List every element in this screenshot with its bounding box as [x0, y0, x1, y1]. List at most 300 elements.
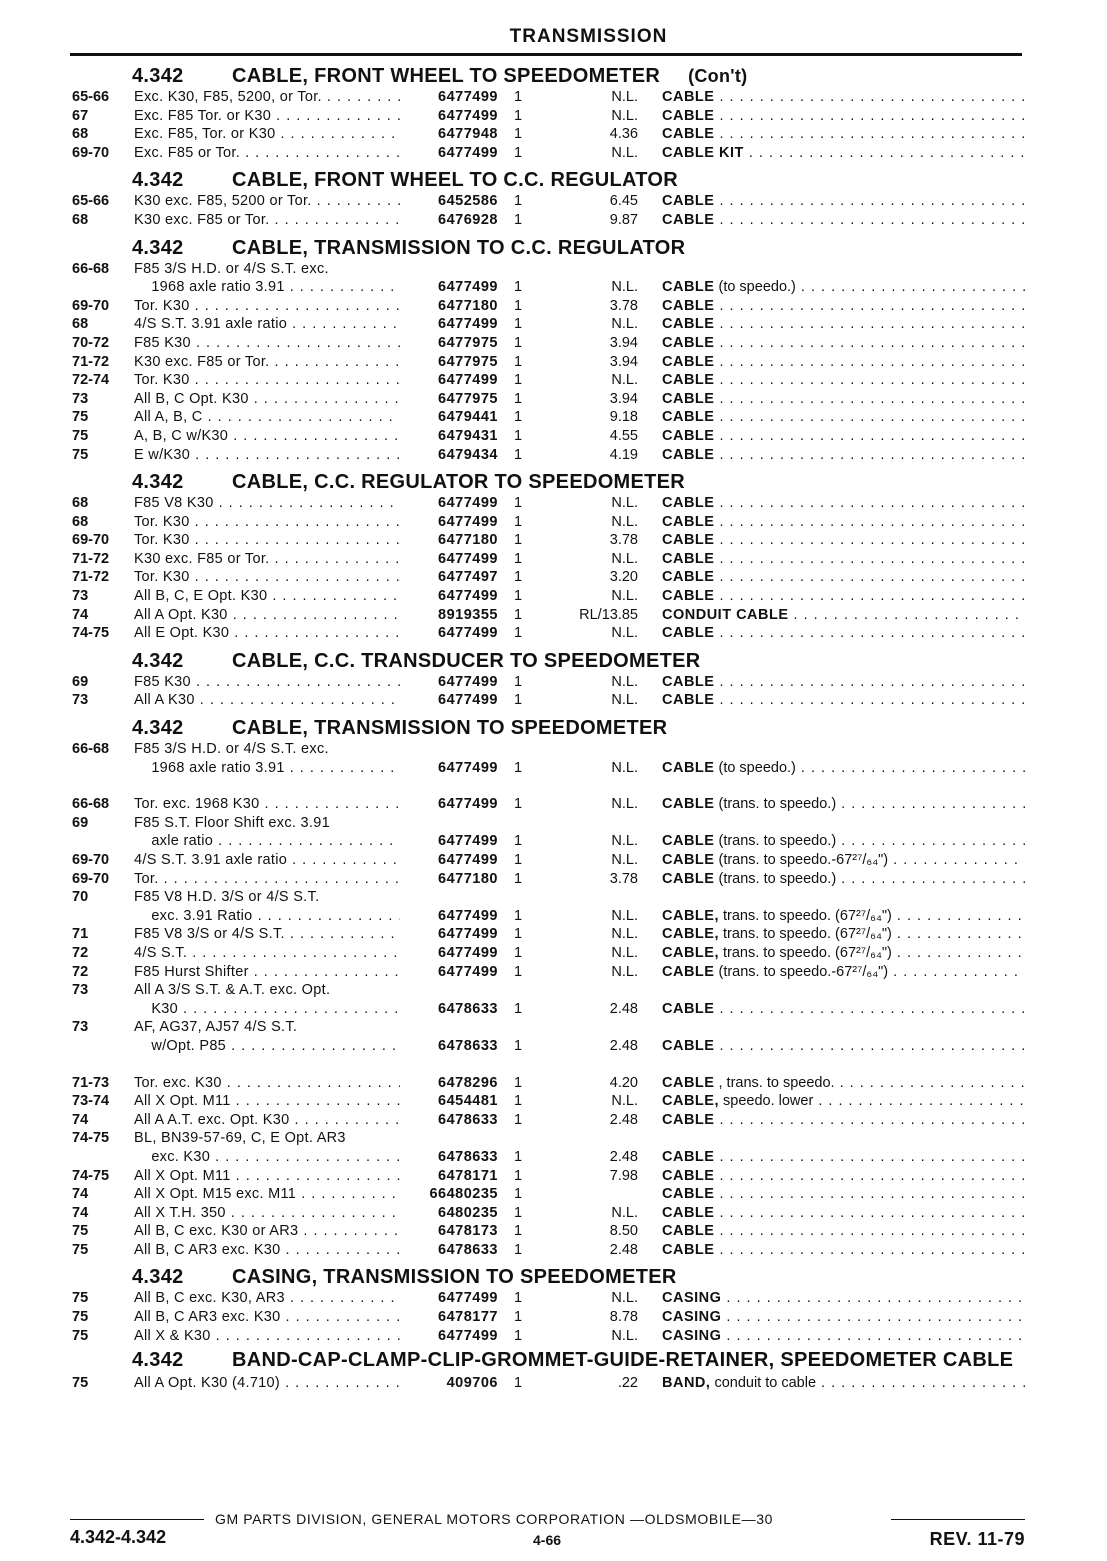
- row-part-note: (trans. to speedo.-67²⁷/₆₄"): [718, 852, 889, 868]
- row-application: [134, 1308, 400, 1327]
- row-application-text: A, B, C w/K30: [134, 427, 229, 444]
- row-application: [134, 963, 400, 982]
- row-years: 68: [72, 513, 89, 530]
- parts-section: [70, 716, 1025, 1259]
- row-part-number: 6477499: [438, 279, 498, 296]
- row-application-text: Tor. K30: [134, 372, 190, 389]
- row-part-note: trans. to speedo. (67²⁷/₆₄"): [723, 944, 892, 961]
- row-price: 7.98: [609, 1167, 638, 1184]
- row-application: [134, 192, 400, 211]
- row-price: [538, 888, 638, 907]
- row-part-number: 6479441: [438, 409, 498, 426]
- table-row: [70, 125, 1025, 144]
- row-years: 68: [72, 316, 89, 333]
- table-row: [70, 334, 1025, 353]
- row-part-number: 6476928: [438, 211, 498, 228]
- row-part-name-text: CABLE: [662, 1000, 715, 1017]
- table-row: [70, 297, 1025, 316]
- row-quantity: 1: [513, 211, 523, 228]
- row-part-name-text: CABLE: [662, 625, 715, 642]
- row-application-text: exc. K30: [134, 1148, 211, 1165]
- section-code: 4.342: [132, 169, 184, 192]
- table-row: [70, 907, 1025, 926]
- row-price: RL/13.85: [579, 606, 638, 623]
- row-part-number: [400, 814, 498, 833]
- row-application-text: F85 V8 H.D. 3/S or 4/S S.T.: [134, 889, 320, 906]
- row-part-number: 6477499: [438, 625, 498, 642]
- row-quantity: 1: [513, 963, 523, 980]
- row-application-text: All A K30: [134, 692, 195, 709]
- page-header: [0, 26, 1107, 56]
- row-part-number: 6477499: [438, 588, 498, 605]
- row-quantity: 1: [513, 944, 523, 961]
- row-years: 68: [72, 495, 89, 512]
- row-part-name: [638, 1037, 1025, 1056]
- row-application: [134, 587, 400, 606]
- row-part-number: 6477499: [438, 513, 498, 530]
- row-years: [70, 1148, 134, 1167]
- row-years: 71-72: [72, 550, 110, 567]
- row-price: N.L.: [611, 963, 638, 980]
- row-part-name-text: CABLE: [662, 427, 715, 444]
- row-application: [134, 144, 400, 163]
- row-quantity: 1: [513, 1290, 523, 1307]
- row-part-name-text: CABLE: [662, 353, 715, 370]
- row-part-name-text: CABLE: [662, 297, 715, 314]
- row-price: 8.78: [609, 1309, 638, 1326]
- row-part-name-text: CABLE,: [662, 1093, 719, 1110]
- row-part-number: 6477499: [438, 107, 498, 124]
- section-heading: [70, 64, 1025, 88]
- row-part-name-text: CABLE: [662, 1204, 715, 1221]
- row-price: 9.18: [609, 409, 638, 426]
- row-years: 73: [72, 1019, 89, 1036]
- row-part-name: [638, 494, 1025, 513]
- row-application-text: F85 S.T. Floor Shift exc. 3.91: [134, 814, 330, 831]
- table-row: [70, 427, 1025, 446]
- row-application-text: Exc. F85, Tor. or K30: [134, 126, 276, 143]
- row-part-name-text: CABLE,: [662, 926, 719, 943]
- footer-page-number: 4-66: [533, 1532, 562, 1548]
- row-application: [134, 851, 400, 870]
- row-quantity: 1: [513, 513, 523, 530]
- row-part-name: [638, 1092, 1025, 1111]
- row-application: [134, 673, 400, 692]
- section-code: 4.342: [132, 1266, 184, 1289]
- row-application: [134, 408, 400, 427]
- row-application: [134, 427, 400, 446]
- row-application: [134, 740, 400, 759]
- row-part-name: [638, 691, 1025, 710]
- footer-corporation: GM PARTS DIVISION, GENERAL MOTORS CORPORATION —OLDSMOBILE—30: [215, 1511, 773, 1527]
- section-code: 4.342: [132, 471, 184, 494]
- row-part-name: [638, 925, 1025, 944]
- row-quantity: 1: [513, 1037, 523, 1054]
- row-part-number: 6477499: [438, 963, 498, 980]
- row-price: 9.87: [609, 211, 638, 228]
- row-years: 75: [72, 427, 89, 444]
- parts-section: [70, 470, 1025, 643]
- row-part-number: 6477180: [438, 297, 498, 314]
- row-application-text: F85 V8 K30: [134, 495, 214, 512]
- row-application: [134, 278, 400, 297]
- row-application-text: Tor. K30: [134, 532, 190, 549]
- row-part-name: [638, 278, 1025, 297]
- row-part-name: [638, 1289, 1025, 1308]
- row-part-number: 6478633: [438, 1111, 498, 1128]
- row-part-name: [638, 125, 1025, 144]
- row-part-name: [638, 870, 1025, 889]
- row-part-number: 66480235: [429, 1186, 498, 1203]
- row-application: [134, 1037, 400, 1056]
- section-heading: [70, 649, 1025, 673]
- row-part-number: [400, 888, 498, 907]
- row-application-text: All A, B, C: [134, 409, 203, 426]
- row-application-text: F85 K30: [134, 673, 191, 690]
- row-part-name-text: CABLE: [662, 1111, 715, 1128]
- row-application-text: All B, C AR3 exc. K30: [134, 1309, 281, 1326]
- row-years: 74-75: [72, 625, 110, 642]
- row-part-note: speedo. lower: [723, 1093, 814, 1110]
- row-application: [134, 925, 400, 944]
- section-title: [232, 168, 1025, 192]
- row-part-name: [638, 851, 1025, 870]
- row-part-name-text: CABLE: [662, 1167, 715, 1184]
- row-quantity: 1: [513, 759, 523, 776]
- row-part-name: [638, 587, 1025, 606]
- row-part-number: 6477499: [438, 759, 498, 776]
- section-title-text: CABLE, C.C. REGULATOR TO SPEEDOMETER: [232, 471, 686, 494]
- table-row: [70, 870, 1025, 889]
- row-price: N.L.: [611, 550, 638, 567]
- table-row: [70, 759, 1025, 778]
- row-part-name: [638, 1148, 1025, 1167]
- footer-revision: REV. 11-79: [929, 1529, 1025, 1549]
- row-quantity: 1: [513, 144, 523, 161]
- row-application-text: K30 exc. F85, 5200 or Tor.: [134, 193, 312, 210]
- row-part-name: [638, 390, 1025, 409]
- row-part-name: [638, 1129, 1025, 1148]
- row-quantity: [498, 1018, 538, 1037]
- row-price: 3.78: [609, 870, 638, 887]
- row-price: 2.48: [609, 1000, 638, 1017]
- row-application: [134, 1129, 400, 1148]
- row-application: [134, 606, 400, 625]
- row-application: [134, 494, 400, 513]
- row-part-name: [638, 1327, 1025, 1346]
- row-part-number: 6478633: [438, 1000, 498, 1017]
- table-row: [70, 550, 1025, 569]
- row-years: [70, 1037, 134, 1056]
- row-part-name: [638, 88, 1025, 107]
- row-price: N.L.: [611, 692, 638, 709]
- section-title: [232, 649, 1025, 673]
- row-part-number: 6477975: [438, 353, 498, 370]
- row-years: 74: [72, 606, 89, 623]
- row-price: N.L.: [611, 673, 638, 690]
- row-years: 69-70: [72, 144, 110, 161]
- row-application-text: All A Opt. K30 (4.710): [134, 1375, 281, 1392]
- row-quantity: 1: [513, 673, 523, 690]
- row-price: 4.20: [609, 1074, 638, 1091]
- row-part-name: [638, 624, 1025, 643]
- row-part-name-text: CABLE: [662, 316, 715, 333]
- table-row: [70, 107, 1025, 126]
- row-years: 71-72: [72, 353, 110, 370]
- row-quantity: 1: [513, 334, 523, 351]
- row-application: [134, 1327, 400, 1346]
- section-code: 4.342: [132, 65, 184, 87]
- row-application: [134, 1074, 400, 1093]
- table-row: [70, 851, 1025, 870]
- row-part-note: (trans. to speedo.-67²⁷/₆₄"): [718, 963, 889, 980]
- row-application-text: BL, BN39-57-69, C, E Opt. AR3: [134, 1130, 346, 1147]
- row-application-text: E w/K30: [134, 446, 191, 463]
- row-part-name-text: CASING: [662, 1309, 722, 1326]
- row-years: 71-73: [72, 1074, 110, 1091]
- parts-section: [70, 64, 1025, 162]
- row-quantity: 1: [513, 316, 523, 333]
- section-heading: [70, 470, 1025, 494]
- row-part-note: trans. to speedo. (67²⁷/₆₄"): [723, 926, 892, 943]
- row-part-number: [400, 740, 498, 759]
- row-application-text: F85 K30: [134, 334, 191, 351]
- table-row: [70, 531, 1025, 550]
- row-price: [538, 740, 638, 759]
- table-row: [70, 888, 1025, 907]
- table-row: [70, 353, 1025, 372]
- row-quantity: 1: [513, 870, 523, 887]
- row-part-name-text: CABLE: [662, 796, 715, 813]
- row-price: 3.94: [609, 390, 638, 407]
- table-row: [70, 1167, 1025, 1186]
- row-years: 73-74: [72, 1093, 110, 1110]
- row-part-name: [638, 408, 1025, 427]
- row-application-text: All X Opt. M11: [134, 1093, 231, 1110]
- table-row: [70, 1129, 1025, 1148]
- table-row: [70, 1148, 1025, 1167]
- row-part-name-text: CABLE,: [662, 907, 719, 924]
- table-row: [70, 1327, 1025, 1346]
- row-application-text: Tor.: [134, 870, 159, 887]
- row-quantity: 1: [513, 550, 523, 567]
- row-part-number: 8919355: [438, 606, 498, 623]
- row-quantity: 1: [513, 926, 523, 943]
- row-part-name: [638, 1222, 1025, 1241]
- row-part-name-text: CABLE: [662, 211, 715, 228]
- row-application: [134, 1167, 400, 1186]
- row-application-text: axle ratio: [134, 833, 214, 850]
- row-price: 4.19: [609, 446, 638, 463]
- row-part-number: 6479431: [438, 427, 498, 444]
- row-application: [134, 513, 400, 532]
- row-application: [134, 334, 400, 353]
- row-price: N.L.: [611, 279, 638, 296]
- row-part-name: [638, 1308, 1025, 1327]
- row-years: 72: [72, 963, 89, 980]
- row-years: 66-68: [72, 796, 110, 813]
- row-application: [134, 795, 400, 814]
- row-price: N.L.: [611, 796, 638, 813]
- row-years: 72: [72, 944, 89, 961]
- row-quantity: 1: [513, 907, 523, 924]
- row-part-name: [638, 795, 1025, 814]
- row-quantity: 1: [513, 1241, 523, 1258]
- row-part-note: (to speedo.): [718, 279, 796, 296]
- row-quantity: 1: [513, 495, 523, 512]
- table-row: [70, 260, 1025, 279]
- row-part-number: 6477499: [438, 833, 498, 850]
- table-row: [70, 1018, 1025, 1037]
- row-quantity: [498, 981, 538, 1000]
- row-part-number: 6477975: [438, 390, 498, 407]
- row-application-text: F85 Hurst Shifter: [134, 963, 249, 980]
- row-price: N.L.: [611, 495, 638, 512]
- row-part-name: [638, 260, 1025, 279]
- parts-list: [70, 62, 1025, 1393]
- row-application-text: K30 exc. F85 or Tor.: [134, 550, 270, 567]
- row-part-number: 6477499: [438, 692, 498, 709]
- row-part-name-text: CABLE,: [662, 944, 719, 961]
- row-quantity: 1: [513, 1111, 523, 1128]
- row-price: N.L.: [611, 588, 638, 605]
- section-title: [232, 716, 1025, 740]
- row-price: 3.20: [609, 569, 638, 586]
- row-years: 75: [72, 1375, 89, 1392]
- row-part-name-text: CABLE: [662, 495, 715, 512]
- row-years: 74-75: [72, 1167, 110, 1184]
- row-part-name-text: CABLE: [662, 963, 715, 980]
- table-row: [70, 832, 1025, 851]
- row-years: 70: [72, 889, 89, 906]
- row-price: N.L.: [611, 1204, 638, 1221]
- row-price: [538, 814, 638, 833]
- table-row: [70, 408, 1025, 427]
- row-quantity: 1: [513, 1309, 523, 1326]
- table-row: [70, 1241, 1025, 1260]
- row-application: [134, 88, 400, 107]
- row-application-text: F85 3/S H.D. or 4/S S.T. exc.: [134, 260, 329, 277]
- parts-section: [70, 1351, 1025, 1393]
- section-heading: [70, 168, 1025, 192]
- row-quantity: 1: [513, 279, 523, 296]
- row-part-name: [638, 981, 1025, 1000]
- parts-section: [70, 236, 1025, 465]
- row-application: [134, 1185, 400, 1204]
- row-price: 8.50: [609, 1223, 638, 1240]
- row-part-name-text: CABLE: [662, 1241, 715, 1258]
- section-heading: [70, 716, 1025, 740]
- row-part-name: [638, 353, 1025, 372]
- row-application-text: All X Opt. M11: [134, 1167, 231, 1184]
- row-part-number: 6477180: [438, 870, 498, 887]
- row-part-name: [638, 1074, 1025, 1093]
- row-part-number: 6478633: [438, 1037, 498, 1054]
- row-application-text: F85 3/S H.D. or 4/S S.T. exc.: [134, 741, 329, 758]
- table-row: [70, 1204, 1025, 1223]
- row-part-name-text: CABLE: [662, 513, 715, 530]
- row-price: 3.94: [609, 353, 638, 370]
- row-application-text: All B, C exc. K30, AR3: [134, 1290, 285, 1307]
- row-years: 75: [72, 1309, 89, 1326]
- row-years: 73: [72, 588, 89, 605]
- row-price: [538, 981, 638, 1000]
- row-part-name-text: CABLE: [662, 852, 715, 868]
- row-application: [134, 1000, 400, 1019]
- row-application-text: Exc. F85 or Tor.: [134, 144, 241, 161]
- row-years: 72-74: [72, 372, 110, 389]
- row-price: 4.36: [609, 126, 638, 143]
- row-part-name: [638, 1204, 1025, 1223]
- row-quantity: 1: [513, 1000, 523, 1017]
- section-heading: [70, 1265, 1025, 1289]
- row-price: .22: [617, 1375, 638, 1392]
- row-part-name-text: CABLE: [662, 126, 715, 143]
- row-quantity: 1: [513, 1204, 523, 1221]
- row-years: 65-66: [72, 89, 110, 105]
- row-part-name: [638, 1111, 1025, 1130]
- row-years: 68: [72, 126, 89, 143]
- row-part-name-text: CONDUIT CABLE: [662, 606, 789, 623]
- row-part-number: 6477499: [438, 89, 498, 105]
- section-title-text: BAND-CAP-CLAMP-CLIP-GROMMET-GUIDE-RETAINER, SPEEDOMETER CABLE: [232, 1349, 1014, 1372]
- parts-section: [70, 168, 1025, 229]
- row-years: 65-66: [72, 193, 110, 210]
- row-years: 67: [72, 107, 89, 124]
- row-years: 75: [72, 446, 89, 463]
- row-part-number: 6477499: [438, 144, 498, 161]
- row-part-name: [638, 814, 1025, 833]
- row-price: N.L.: [611, 852, 638, 868]
- row-part-number: 6477948: [438, 126, 498, 143]
- row-quantity: 1: [513, 193, 523, 210]
- row-part-number: 6477499: [438, 926, 498, 943]
- row-application-text: Exc. K30, F85, 5200, or Tor.: [134, 89, 322, 105]
- row-part-number: 6477499: [438, 550, 498, 567]
- row-years: 69-70: [72, 852, 110, 868]
- row-application: [134, 1018, 400, 1037]
- footer-rule-right: [891, 1519, 1025, 1520]
- row-part-name-text: CABLE: [662, 279, 715, 296]
- row-quantity: [498, 814, 538, 833]
- row-application-text: AF, AG37, AJ57 4/S S.T.: [134, 1019, 298, 1036]
- row-part-note: conduit to cable: [714, 1375, 817, 1392]
- row-part-name-text: CABLE: [662, 569, 715, 586]
- row-application-text: K30: [134, 1000, 179, 1017]
- row-part-name-text: CABLE: [662, 372, 715, 389]
- row-years: 66-68: [72, 741, 110, 758]
- section-title-text: CABLE, FRONT WHEEL TO C.C. REGULATOR: [232, 169, 678, 192]
- row-part-name: [638, 107, 1025, 126]
- row-application-text: All B, C, E Opt. K30: [134, 588, 268, 605]
- row-price: N.L.: [611, 907, 638, 924]
- row-part-number: 6477180: [438, 532, 498, 549]
- row-application-text: Tor. exc. 1968 K30: [134, 796, 260, 813]
- row-part-note: (trans. to speedo.): [718, 833, 837, 850]
- row-quantity: [498, 260, 538, 279]
- row-quantity: 1: [513, 353, 523, 370]
- row-part-number: 6478633: [438, 1241, 498, 1258]
- row-part-number: 6477499: [438, 852, 498, 868]
- row-part-number: 6478173: [438, 1223, 498, 1240]
- row-part-number: 6477499: [438, 316, 498, 333]
- row-years: 75: [72, 1241, 89, 1258]
- row-application: [134, 1111, 400, 1130]
- row-price: 6.45: [609, 193, 638, 210]
- row-quantity: 1: [513, 1327, 523, 1344]
- row-application-text: 1968 axle ratio 3.91: [134, 759, 285, 776]
- table-row: [70, 740, 1025, 759]
